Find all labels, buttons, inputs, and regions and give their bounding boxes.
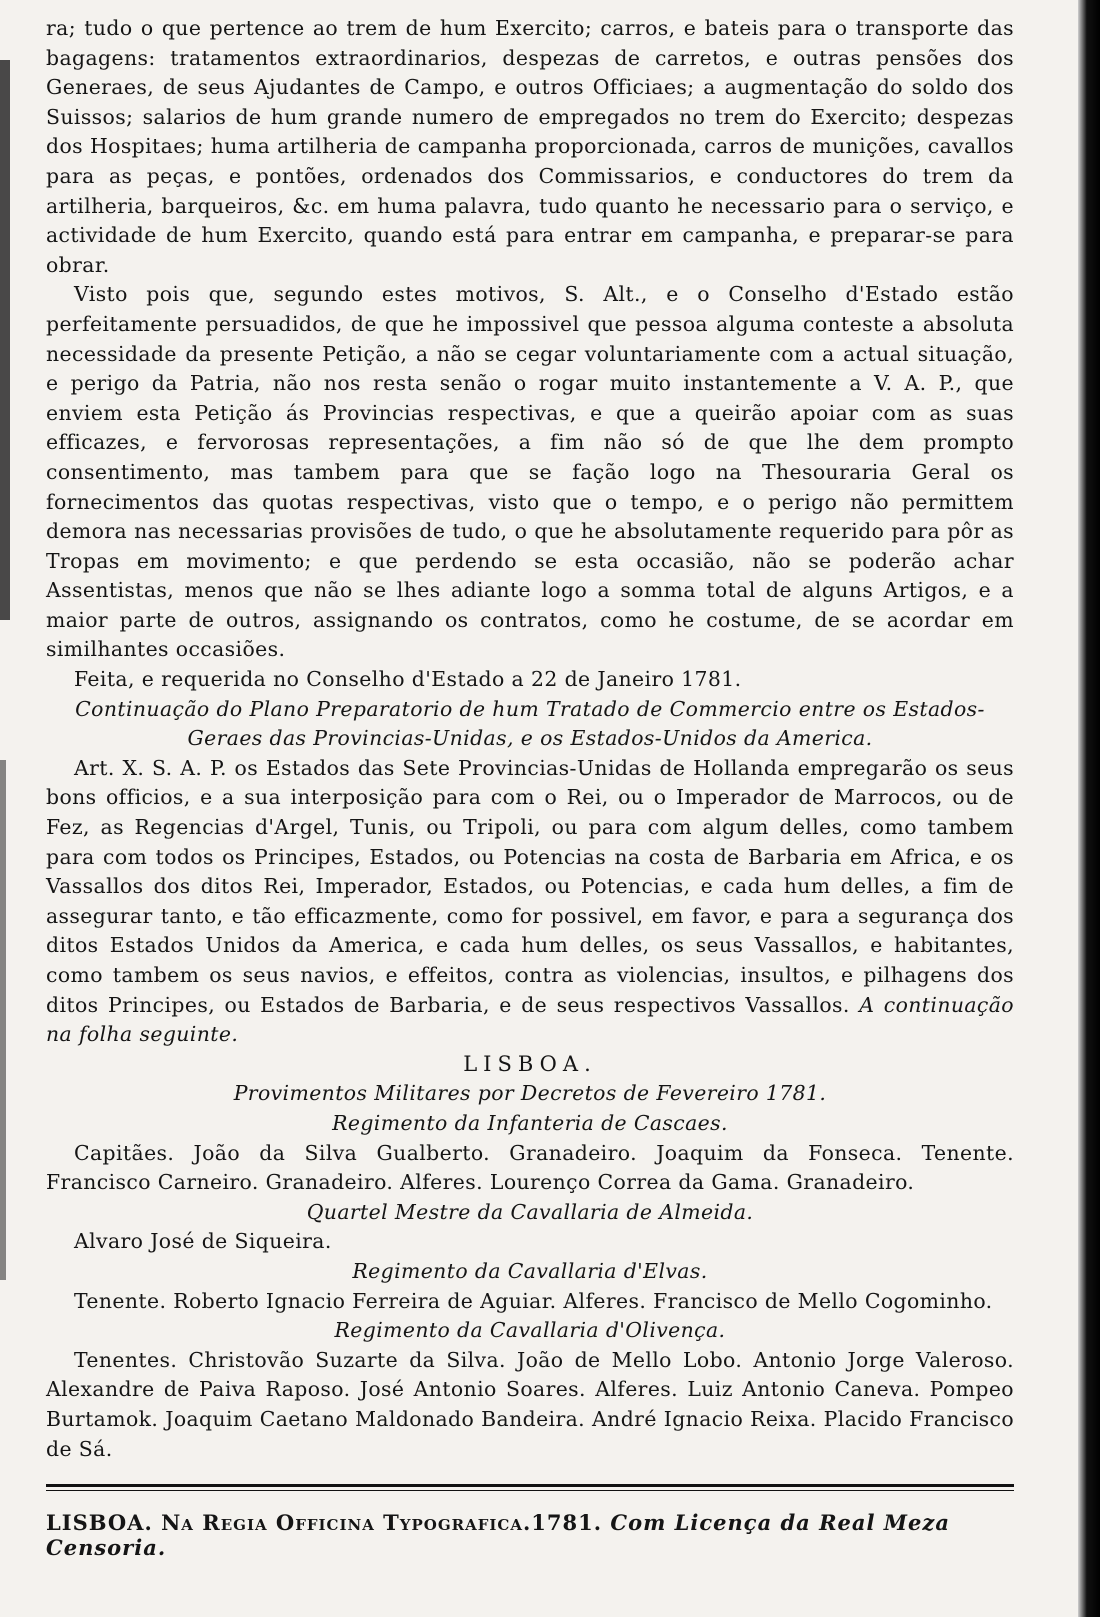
- imprint-year: 1781.: [531, 1510, 603, 1535]
- lisboa-subtitle: Provimentos Militares por Decretos de Fevereiro 1781.: [233, 1081, 827, 1106]
- section-title-almeida: Quartel Mestre da Cavallaria de Almeida.: [306, 1199, 754, 1224]
- section-text-almeida: Alvaro José de Siqueira.: [74, 1229, 332, 1254]
- continuation-title: Continuação do Plano Preparatorio de hum Tratado de Commercio entre os Estados-Geraes das Provincias-Unidas, e os Estados-Unidos da America.: [75, 696, 985, 751]
- paragraph-petition: Visto pois que, segundo estes motivos, S. Alt., e o Conselho d'Estado estão perfeitamente persuadidos, de que he impossivel que pessoa alguma conteste a absoluta necessidade da presente Petição, a não se cegar voluntariamente com a actual situação, e perigo da Patria, não nos resta senão o rogar muito instantemente a V. A. P., que enviem esta Petição ás Provincias respectivas, e que a queirão apoiar com as suas efficazes, e fervorosas representações, a fim não só de que lhe dem prompto consentimento, mas tambem para que se fação logo na Thesouraria Geral os fornecimentos das quotas respectivas, visto que o tempo, e o perigo não permittem demora nas necessarias provisões de tudo, o que he absolutamente requerido para pôr as Tropas em movimento; e que perdendo se esta occasião, não se poderão achar Assentistas, menos que não se lhes adiante logo a somma total de alguns Artigos, e a maior parte de outros, assignando os contratos, como he costume, de se acordar em similhantes occasiões.: [46, 282, 1014, 662]
- footer-double-rule: [46, 1484, 1014, 1491]
- article-x-continuation-note: A continuação na folha seguinte.: [46, 992, 1014, 1047]
- paragraph-expenses: ra; tudo o que pertence ao trem de hum Exercito; carros, e bateis para o transporte das bagagens: tratamentos extraordinarios, despezas de carretos, e outras pensões dos Generaes, de seus Ajudantes de Campo, e outros Officiaes; a augmentação do soldo dos Suissos; salarios de hum grande numero de empregados no trem do Exercito; despezas dos Hospitaes; huma artilheria de campanha proporcionada, carros de munições, cavallos para as peças, e pontões, ordenados dos Commissarios, e conductores do trem da artilheria, barqueiros, &c. em huma palavra, tudo quanto he necessario para o serviço, e actividade de hum Exercito, quando está para entrar em campanha, e preparar-se para obrar.: [46, 16, 1014, 277]
- scan-edge-left: [0, 60, 10, 620]
- scan-edge-left-lower: [0, 760, 6, 1280]
- imprint-place: LISBOA.: [46, 1510, 153, 1535]
- section-title-cascaes: Regimento da Infanteria de Cascaes.: [332, 1110, 728, 1135]
- section-text-olivenca: Tenentes. Christovão Suzarte da Silva. João de Mello Lobo. Antonio Jorge Valeroso. Alexandre de Paiva Raposo. José Antonio Soares. Alferes. Luiz Antonio Caneva. Pompeo Burtamok. Joaquim Caetano Maldonado Bandeira. André Ignacio Reixa. Placido Francisco de Sá.: [46, 1347, 1014, 1461]
- imprint-licence: Com Licença da Real Meza Censoria.: [46, 1510, 950, 1560]
- article-x: [46, 754, 1014, 1050]
- section-title-elvas: Regimento da Cavallaria d'Elvas.: [352, 1258, 708, 1283]
- section-text-cascaes: Capitães. João da Silva Gualberto. Granadeiro. Joaquim da Fonseca. Tenente. Francisco Carneiro. Granadeiro. Alferes. Lourenço Correa da Gama. Granadeiro.: [46, 1140, 1014, 1195]
- article-x-text: Art. X. S. A. P. os Estados das Sete Provincias-Unidas de Hollanda empregarão os seus bons officios, e a sua interposição para com o Rei, ou o Imperador de Marrocos, ou de Fez, as Regencias d'Argel, Tunis, ou Tripoli, ou para com algum delles, como tambem para com todos os Principes, Estados, ou Potencias na costa de Barbaria em Africa, e os Vassallos dos ditos Rei, Imperador, Estados, ou Potencias, e cada hum delles, a fim de assegurar tanto, e tão efficazmente, como for possivel, em favor, e para a segurança dos ditos Estados Unidos da America, e cada hum delles, os seus Vassallos, e habitantes, como tambem os seus navios, e effeitos, contra as violencias, insultos, e pilhagens dos ditos Principes, ou Estados de Barbaria, e de seus respectivos Vassallos.: [46, 755, 1014, 1017]
- imprint-line: [46, 1510, 1014, 1560]
- scan-edge-right: [1078, 0, 1100, 1617]
- section-title-olivenca: Regimento da Cavallaria d'Olivença.: [334, 1318, 726, 1343]
- lisboa-heading: LISBOA.: [463, 1051, 597, 1076]
- paragraph-signed-date: Feita, e requerida no Conselho d'Estado a 22 de Janeiro 1781.: [74, 667, 742, 692]
- imprint-press: Na Regia Officina Typografica.: [161, 1510, 532, 1535]
- document-page: [46, 14, 1014, 1464]
- section-text-elvas: Tenente. Roberto Ignacio Ferreira de Aguiar. Alferes. Francisco de Mello Cogominho.: [74, 1288, 993, 1313]
